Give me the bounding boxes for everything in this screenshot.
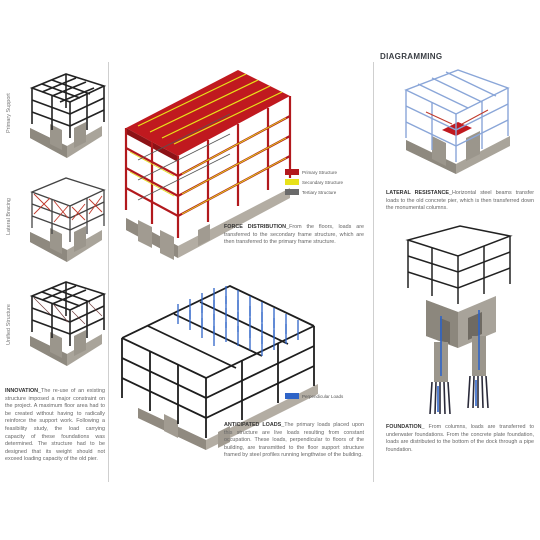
paragraph-foundation xyxy=(386,424,534,454)
paragraph-anticipated-body: _The primary loads placed upon this structure are live loads resulting from constant occupation. These loads, perpendicular to floors of the building, are transmitted to the floor support structure framed by steel profiles running lengthwise of the building. xyxy=(224,422,364,459)
legend-tertiary-structure xyxy=(285,189,336,195)
paragraph-force-body: _From the floors, loads are transferred to the secondary frame structure, which are then transferred to the primary frame structure. xyxy=(224,224,364,246)
legend-secondary-structure xyxy=(285,179,343,185)
diagram-lateral-resistance xyxy=(396,70,516,180)
diagram-anticipated-loads xyxy=(118,282,318,442)
side-label-lateral-bracing: Lateral Bracing xyxy=(6,198,12,235)
legend-swatch-loads xyxy=(285,393,299,399)
diagram-lateral-bracing xyxy=(22,176,112,266)
paragraph-innovation-title: INNOVATION xyxy=(5,388,39,394)
paragraph-innovation-body: _The re-use of an existing structure imposed a major constraint on the project. A maximum floor area had to be created without having to radically reinforce the support work. Following a feasibility study, the load carrying capacity of these foundations was determined. The structure had to be designed that its weight should not exceed loading capacity of the old pier. xyxy=(5,388,105,463)
diagram-unified-structure xyxy=(22,280,112,370)
diagram-foundation xyxy=(404,226,514,416)
legend-label-loads: Perpendicular Loads xyxy=(302,393,344,399)
page-title: DIAGRAMMING xyxy=(380,52,443,61)
paragraph-lateral-title: LATERAL RESISTANCE xyxy=(386,190,449,196)
paragraph-force-title: FORCE DISTRIBUTION xyxy=(224,224,287,230)
side-label-primary-support: Primary Support xyxy=(6,93,12,133)
legend-label-tertiary: Tertiary Structure xyxy=(302,189,337,195)
legend-primary-structure xyxy=(285,169,337,175)
diagram-primary-support xyxy=(22,72,112,162)
paragraph-innovation xyxy=(5,388,105,464)
side-label-unified-structure: Unified Structure xyxy=(6,304,12,345)
divider-right xyxy=(373,62,374,482)
paragraph-force-distribution xyxy=(224,224,364,247)
paragraph-lateral-body: _Horizontal steel beams transfer loads to the old concrete pier, which is then transferred down the monumental columns. xyxy=(386,190,534,212)
legend-label-secondary: Secondary Structure xyxy=(302,179,344,185)
paragraph-lateral-resistance xyxy=(386,190,534,213)
legend-swatch-primary xyxy=(285,169,299,175)
legend-swatch-secondary xyxy=(285,179,299,185)
paragraph-foundation-body: _ From columns, loads are transferred to underwater foundations. From the concrete plate foundation, loads are distributed to the bottom of the dock through a pipe foundation. xyxy=(386,424,534,453)
legend-perpendicular-loads xyxy=(285,393,343,399)
legend-swatch-tertiary xyxy=(285,189,299,195)
paragraph-anticipated-title: ANTICIPATED LOADS xyxy=(224,422,282,428)
paragraph-foundation-title: FOUNDATION xyxy=(386,424,422,430)
paragraph-anticipated-loads xyxy=(224,422,364,460)
legend-label-primary: Primary Structure xyxy=(302,169,338,175)
